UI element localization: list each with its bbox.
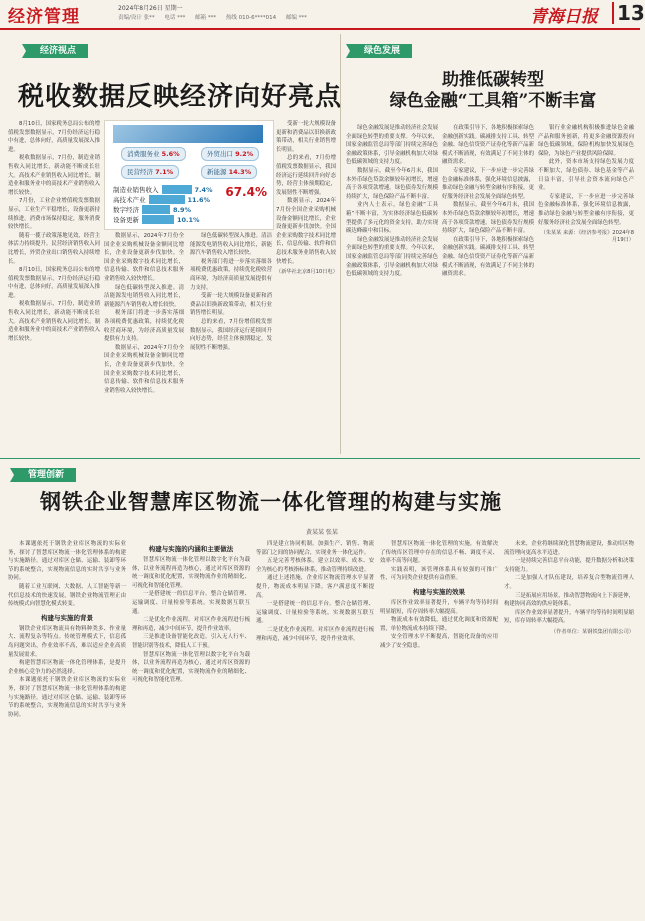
- paragraph: 数据显示，2024年7月份全国企业采购机械设备金额同比增长，企业设备更新步伐加快。全国企业采购数字技术同比增长，信息传输、软件和信息技术服务业销售收入较快增长。: [104, 344, 184, 394]
- stat-value: 7.1%: [155, 168, 174, 176]
- paragraph: 库区作业效率显著提升，车辆平均等待时间明显缩短，库存周转率大幅提高。: [504, 609, 634, 625]
- paragraph: 未来，企业将继续深化智慧物流建设，推动库区物流管理向更高水平迈进。: [504, 541, 634, 556]
- paragraph: 本课题依托于钢铁企业库区物流的实际业务，探讨了智慧库区物流一体化管理体系的构建与实施路径。通过对库区仓储、运输、装卸等环节的系统整合，实现物流信息的实时共享与业务协同。: [8, 677, 126, 718]
- section-divider: [0, 458, 640, 459]
- paragraph: 智慧库区物流一体化管理以数字化平台为载体，以业务流程再造为核心，通过对库区资源的统一调度和优化配置，实现物流作业的精细化、可视化和智能化管理。: [132, 557, 250, 589]
- stat-value: 10.1%: [177, 215, 200, 224]
- paragraph: 三是拓展应用场景，推动智慧物流向上下游延伸，构建协同高效的供应链体系。: [504, 592, 634, 608]
- paragraph: 一是搭建统一的信息平台。整合仓储管理、运输调度、计量检验等系统，实现数据互联互通。: [256, 601, 374, 625]
- paragraph: 库区作业效率显著提升，车辆平均等待时间明显缩短，库存周转率大幅提高。: [380, 599, 498, 615]
- paragraph: 税务部门将进一步落实落细各项税费优惠政策，持续优化税收营商环境，为经济高质量发展提供有力支持。: [190, 258, 272, 291]
- stat-value: 5.6%: [161, 150, 180, 158]
- paragraph: 总的来看，7月份增值税发票数据显示，我国经济运行延续回升向好态势，经营主体预期稳定，发展韧性不断增强。: [190, 318, 272, 351]
- paragraph: 本课题依托于钢铁企业库区物流的实际业务，探讨了智慧库区物流一体化管理体系的构建与实施路径。通过对库区仓储、运输、装卸等环节的系统整合，实现物流信息的实时共享与业务协同。: [8, 541, 126, 582]
- article-column: [104, 232, 184, 454]
- article-column: [346, 124, 438, 454]
- paragraph: 业内人士表示，绿色金融“工具箱”不断丰富，为实体经济绿色低碳转型提供了多元化的资金支持，助力实现碳达峰碳中和目标。: [346, 202, 438, 235]
- stat-row: [113, 195, 210, 204]
- page-number-bar: [612, 2, 614, 24]
- paragraph: 智慧库区物流一体化管理的实施，有效解决了传统库区管理中存在的信息不畅、调度不灵、效率不高等问题。: [380, 541, 498, 565]
- paragraph: 在政策引导下，各地积极探索绿色金融创新实践。碳减排支持工具、转型金融、绿色信贷资产证券化等新产品新模式不断涌现，有效满足了不同主体的融资需求。: [442, 236, 534, 278]
- stat-pill: [121, 147, 186, 161]
- article-column: [190, 232, 272, 454]
- paragraph: 实践表明，该管理体系具有较强的可推广性，可为同类企业提供有益借鉴。: [380, 566, 498, 582]
- stat-row: [113, 185, 213, 194]
- headline-steel-logistics: 钢铁企业智慧库区物流一体化管理的构建与实施: [40, 489, 502, 514]
- headline-green-finance: [353, 70, 633, 112]
- stat-bar: [149, 195, 185, 204]
- paragraph: 在政策引导下，各地积极探索绿色金融创新实践。碳减排支持工具、转型金融、绿色信贷资产证券化等新产品新模式不断涌现，有效满足了不同主体的融资需求。: [442, 125, 534, 166]
- stat-row: [113, 215, 200, 224]
- paragraph: 绿色金融发展是推动经济社会发展全面绿色转型的重要支撑。今年以来，国家金融监管总局等部门持续完善绿色金融政策体系，引导金融机构加大对绿色低碳领域的支持力度。: [346, 236, 438, 278]
- paper-logo: 青海日报: [530, 7, 598, 27]
- stat-value: 7.4%: [194, 185, 213, 194]
- headline-line: 绿色金融“工具箱”不断丰富: [389, 91, 597, 111]
- paragraph: 税收数据显示，7月份，制造业销售收入同比增长，新动能不断成长壮大。高技术产业销售收入同比增长，制造业和服务业中的高技术产业销售收入增长较快。: [8, 301, 100, 342]
- stat-label: 民营经济: [127, 168, 153, 176]
- article-column: [8, 540, 126, 916]
- stat-label: 数字经济: [113, 206, 139, 214]
- paragraph: 二是优化作业流程。对库区作业流程进行梳理和再造，减少中间环节，提升作业效率。: [256, 626, 374, 642]
- headline-tax-data: 税收数据反映经济向好亮点: [18, 82, 343, 112]
- paragraph: 智慧库区物流一体化管理以数字化平台为载体，以业务流程再造为核心，通过对库区资源的统一调度和优化配置，实现物流作业的精细化、可视化和智能化管理。: [132, 651, 250, 684]
- paragraph: 钢铁企业库区物流具有物料种类多、作业量大、流程复杂等特点。传统管理模式下，信息孤岛问题突出，作业效率不高，难以适应企业高质量发展需求。: [8, 625, 126, 658]
- subheading: 构建与实施的内涵和主要做法: [148, 545, 234, 553]
- meta-line: [118, 13, 315, 21]
- paragraph: 绿色低碳转型深入推进。清洁能源发电销售收入同比增长，新能源汽车销售收入增长较快。: [104, 284, 184, 308]
- stat-value: 9.2%: [235, 150, 254, 158]
- paragraph: 三是推进设备智能化改造。引入无人行车、智能识别等技术，降低人工干预。: [132, 634, 250, 649]
- meta-item: 邮箱 ***: [195, 15, 217, 21]
- paragraph: 受新一轮大规模设备更新和消费品以旧换新政策带动，相关行业销售增长明显。: [190, 293, 272, 317]
- ribbon-management-innovation: 管理创新: [14, 468, 76, 482]
- paragraph: 随着工业互联网、大数据、人工智能等新一代信息技术的快速发展，钢铁企业物流管理正由传统模式向智慧化模式转变。: [8, 583, 126, 608]
- paragraph: 银行业金融机构积极推进绿色金融产品和服务创新，将更多金融资源投向绿色低碳领域。保险机构加快发展绿色保险，为绿色产业提供风险保障。: [538, 125, 634, 157]
- meta-item: 邮编 ***: [285, 15, 307, 21]
- paragraph: 二是优化作业流程。对库区作业流程进行梳理和再造，减少中间环节，提升作业效率。: [132, 617, 250, 632]
- stat-bar: [142, 205, 170, 214]
- paragraph: 二是加强人才队伍建设，培养复合型物流管理人才。: [504, 575, 634, 590]
- stat-bar: [142, 215, 174, 224]
- paragraph: 专家建议，下一步应进一步完善绿色金融标准体系，强化环境信息披露，推动绿色金融与转型金融有序衔接，更好服务经济社会发展全面绿色转型。: [538, 193, 634, 226]
- infographic-banner: [113, 125, 263, 143]
- ribbon-economic-view: 经济视点: [26, 44, 88, 58]
- paragraph: 数据显示，2024年7月份全国企业采购机械设备金额同比增长，企业设备更新步伐加快。全国企业采购数字技术同比增长，信息传输、软件和信息技术服务业销售收入较快增长。: [104, 233, 184, 282]
- meta-item: 责编/设计 张**: [118, 15, 155, 21]
- stat-label: 高技术产业: [113, 196, 146, 204]
- article-column: [256, 540, 374, 916]
- paragraph: 构建智慧库区物流一体化管理体系，是提升企业核心竞争力的必然选择。: [8, 660, 126, 675]
- paragraph: 数据显示，截至今年6月末，我国本外币绿色贷款余额较年初增长，增速高于各项贷款增速。绿色债券发行规模持续扩大，绿色保险产品不断丰富。: [346, 167, 438, 200]
- date-line: 2024年8月26日 星期一: [118, 5, 183, 12]
- paragraph: 安全管理水平不断提高，智能化设备的应用减少了安全隐患。: [380, 634, 498, 649]
- paragraph: 随着一揽子政策落地见效，经营主体活力持续提升。民营经济销售收入同比增长，外贸企业出口销售收入持续增长。: [8, 232, 100, 265]
- paragraph: 8月10日，国家税务总局公布的增值税发票数据显示，7月份经济运行稳中有进，总体向好，高质量发展深入推进。: [8, 267, 100, 299]
- article-column: [504, 540, 634, 916]
- headline-line: 助推低碳转型: [442, 70, 544, 90]
- tax-infographic: [104, 120, 274, 230]
- paragraph: 绿色金融发展是推动经济社会发展全面绿色转型的重要支撑。今年以来，国家金融监管总局等部门持续完善绿色金融政策体系，引导金融机构加大对绿色低碳领域的支持力度。: [346, 125, 438, 166]
- paragraph: 总的来看，7月份增值税发票数据显示，我国经济运行延续回升向好态势，经营主体预期稳定，发展韧性不断增强。: [276, 155, 336, 196]
- paragraph: 数据显示，2024年7月份全国企业采购机械设备金额同比增长，企业设备更新步伐加快。全国企业采购数字技术同比增长，信息传输、软件和信息技术服务业销售收入较快增长。: [276, 198, 336, 265]
- stat-label: 外贸出口: [207, 150, 233, 158]
- article-column: [132, 540, 250, 916]
- article-column: [8, 120, 100, 454]
- masthead: [0, 0, 645, 30]
- paragraph: 绿色低碳转型深入推进。清洁能源发电销售收入同比增长，新能源汽车销售收入增长较快。: [190, 233, 272, 257]
- subheading: 构建与实施的效果: [413, 587, 465, 596]
- article-source: （新华社北京8月10日电）: [276, 269, 338, 276]
- paragraph: 税务部门将进一步落实落细各项税费优惠政策，持续优化税收营商环境，为经济高质量发展提供有力支持。: [104, 310, 184, 343]
- page-number: 13: [617, 1, 645, 25]
- paragraph: 一是持续完善信息平台功能，提升数据分析和决策支持能力。: [504, 558, 634, 573]
- paragraph: 受新一轮大规模设备更新和消费品以旧换新政策带动，相关行业销售增长明显。: [276, 121, 336, 153]
- section-name: 经济管理: [8, 7, 80, 27]
- article-column: [380, 540, 498, 916]
- paragraph: 通过上述措施，企业库区物流管理水平显著提升，物流成本明显下降，客户满意度不断提高。: [256, 575, 374, 599]
- stat-pill: [201, 165, 257, 179]
- paragraph: 8月10日，国家税务总局公布的增值税发票数据显示，7月份经济运行稳中有进，总体向好，高质量发展深入推进。: [8, 121, 100, 153]
- stat-label: 制造业销售收入: [113, 186, 159, 194]
- author-affiliation: （作者单位：某钢铁集团有限公司）: [550, 628, 634, 635]
- paragraph: 税收数据显示，7月份，制造业销售收入同比增长，新动能不断成长壮大。高技术产业销售收入同比增长，制造业和服务业中的高技术产业销售收入增长较快。: [8, 155, 100, 196]
- paragraph: 数据显示，截至今年6月末，我国本外币绿色贷款余额较年初增长，增速高于各项贷款增速。绿色债券发行规模持续扩大，绿色保险产品不断丰富。: [442, 202, 534, 235]
- stat-bar: [162, 185, 192, 194]
- stat-value: 14.3%: [228, 168, 252, 176]
- article-column: [442, 124, 534, 454]
- stat-label: 新能源: [207, 168, 227, 176]
- stat-pill: [121, 165, 179, 179]
- stat-row: [113, 205, 191, 214]
- subheading: 构建与实施的背景: [41, 613, 93, 622]
- paragraph: 物流成本有效降低，通过优化调度和资源配置，单位物流成本持续下降。: [380, 617, 498, 632]
- paragraph: 此外，资本市场支持绿色发展力度不断加大，绿色债券、绿色基金等产品日益丰富，引导社会资本流向绿色产业。: [538, 159, 634, 192]
- paragraph: 专家建议，下一步应进一步完善绿色金融标准体系，强化环境信息披露，推动绿色金融与转型金融有序衔接，更好服务经济社会发展全面绿色转型。: [442, 167, 534, 200]
- stat-label: 消费服务业: [127, 150, 160, 158]
- article-byline: 黄某某 张某: [306, 529, 338, 536]
- stat-label: 设备更新: [113, 216, 139, 224]
- article-column: [276, 120, 336, 454]
- big-stat-value: 67.4%: [225, 185, 267, 199]
- stat-value: 11.6%: [187, 195, 211, 204]
- paragraph: 五是完善考核体系。建立以效率、成本、安全为核心的考核指标体系，推动管理持续改进。: [256, 558, 374, 573]
- article-column: [538, 124, 634, 454]
- stat-pill: [201, 147, 259, 161]
- meta-item: 电话 ***: [164, 15, 186, 21]
- article-source: （朱某某 来源：《经济参考报》2024年8月19日）: [540, 230, 634, 244]
- paragraph: 一是搭建统一的信息平台。整合仓储管理、运输调度、计量检验等系统，实现数据互联互通。: [132, 591, 250, 615]
- meta-item: 热线 010-6****014: [225, 15, 277, 21]
- stat-value: 8.9%: [173, 205, 192, 214]
- paragraph: 四是建立协同机制。加强生产、销售、物流等部门之间的协同配合，实现业务一体化运作。: [256, 541, 374, 556]
- ribbon-green-development: 绿色发展: [350, 44, 412, 58]
- paragraph: 7月份，工业企业增值税发票数据显示，工业生产平稳增长，设备更新持续推进。消费市场保持稳定，服务消费较快增长。: [8, 198, 100, 231]
